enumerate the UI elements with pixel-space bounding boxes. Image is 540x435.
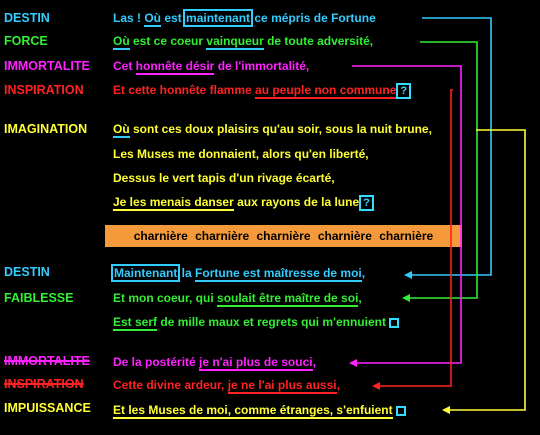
highlight-menais-danser: Je les menais danser	[113, 195, 234, 209]
label-destin-1: DESTIN	[4, 11, 50, 25]
connector-force	[410, 42, 477, 298]
highlight-fortune: Fortune est maîtresse de moi	[195, 266, 362, 280]
highlight-ou: Où	[113, 122, 130, 136]
highlight-au-peuple: au peuple non commune	[255, 83, 397, 97]
connector-inspiration	[380, 90, 453, 386]
verse-text: ,	[336, 378, 340, 392]
verse-line-7: Dessus le vert tapis d'un rivage écarté,	[113, 171, 335, 185]
verse-text: Et cette honnête flamme	[113, 83, 256, 97]
highlight-plus-aussi: je ne l'ai plus aussi	[227, 378, 337, 392]
verse-text: ,	[312, 355, 316, 369]
verse-text: est	[161, 11, 186, 25]
highlight-ou: Où	[113, 34, 130, 48]
connector-immortalite	[352, 66, 461, 363]
verse-text: sont ces doux plaisirs qu'au soir, sous la nuit brune,	[129, 122, 432, 136]
highlight-plus-de-souci: je n'ai plus de souci	[199, 355, 313, 369]
label-faiblesse: FAIBLESSE	[4, 291, 74, 305]
label-inspiration-2: INSPIRATION	[4, 377, 84, 391]
boxed-maintenant: maintenant	[186, 11, 251, 25]
verse-text: ce mépris de Fortune	[251, 11, 376, 25]
verse-line-6: Les Muses me donnaient, alors qu'en liberté,	[113, 147, 369, 161]
highlight-maitre-de-soi: soulait être maître de soi	[217, 291, 359, 305]
question-mark-box: ?	[363, 197, 370, 209]
arrow-head-destin	[404, 271, 412, 279]
arrow-head-inspiration	[372, 382, 380, 390]
label-imagination: IMAGINATION	[4, 122, 88, 136]
verse-text: aux rayons de la lune	[233, 195, 360, 209]
verse-text: Cet	[113, 59, 136, 73]
verse-text: Et mon coeur, qui	[113, 291, 218, 305]
verse-text: de mille maux et regrets qui m'ennuient	[157, 315, 386, 329]
verse-text: ,	[358, 291, 362, 305]
verse-text: la	[178, 266, 196, 280]
highlight-est-serf: Est serf	[113, 315, 158, 329]
verse-text: de toute adversité,	[263, 34, 374, 48]
label-inspiration-1: INSPIRATION	[4, 83, 84, 97]
boxed-maintenant: Maintenant	[114, 266, 178, 280]
verse-text: Cette divine ardeur,	[113, 378, 228, 392]
label-impuissance: IMPUISSANCE	[4, 401, 91, 415]
highlight-muses-senfuient: Et les Muses de moi, comme étranges, s'enfuient	[113, 403, 393, 417]
question-mark-box: ?	[400, 85, 408, 97]
charniere-banner: charnière charnière charnière charnière charnière	[105, 225, 462, 247]
highlight-honnete-desir: honnête désir	[135, 59, 215, 73]
verse-text: De la postérité	[113, 355, 200, 369]
arrow-head-force	[402, 294, 410, 302]
arrow-head-immortalite	[349, 359, 357, 367]
arrow-head-imagination	[442, 406, 450, 414]
highlight-ou: Où	[144, 11, 162, 25]
verse-text: de l'immortalité,	[214, 59, 310, 73]
verse-text: Las !	[113, 11, 145, 25]
verse-text: ,	[361, 266, 366, 280]
verse-text: est ce coeur	[129, 34, 207, 48]
highlight-vainqueur: vainqueur	[206, 34, 264, 48]
label-force: FORCE	[4, 34, 48, 48]
label-immortalite-1: IMMORTALITE	[4, 59, 90, 73]
label-destin-2: DESTIN	[4, 265, 50, 279]
label-immortalite-2: IMMORTALITE	[4, 354, 90, 368]
